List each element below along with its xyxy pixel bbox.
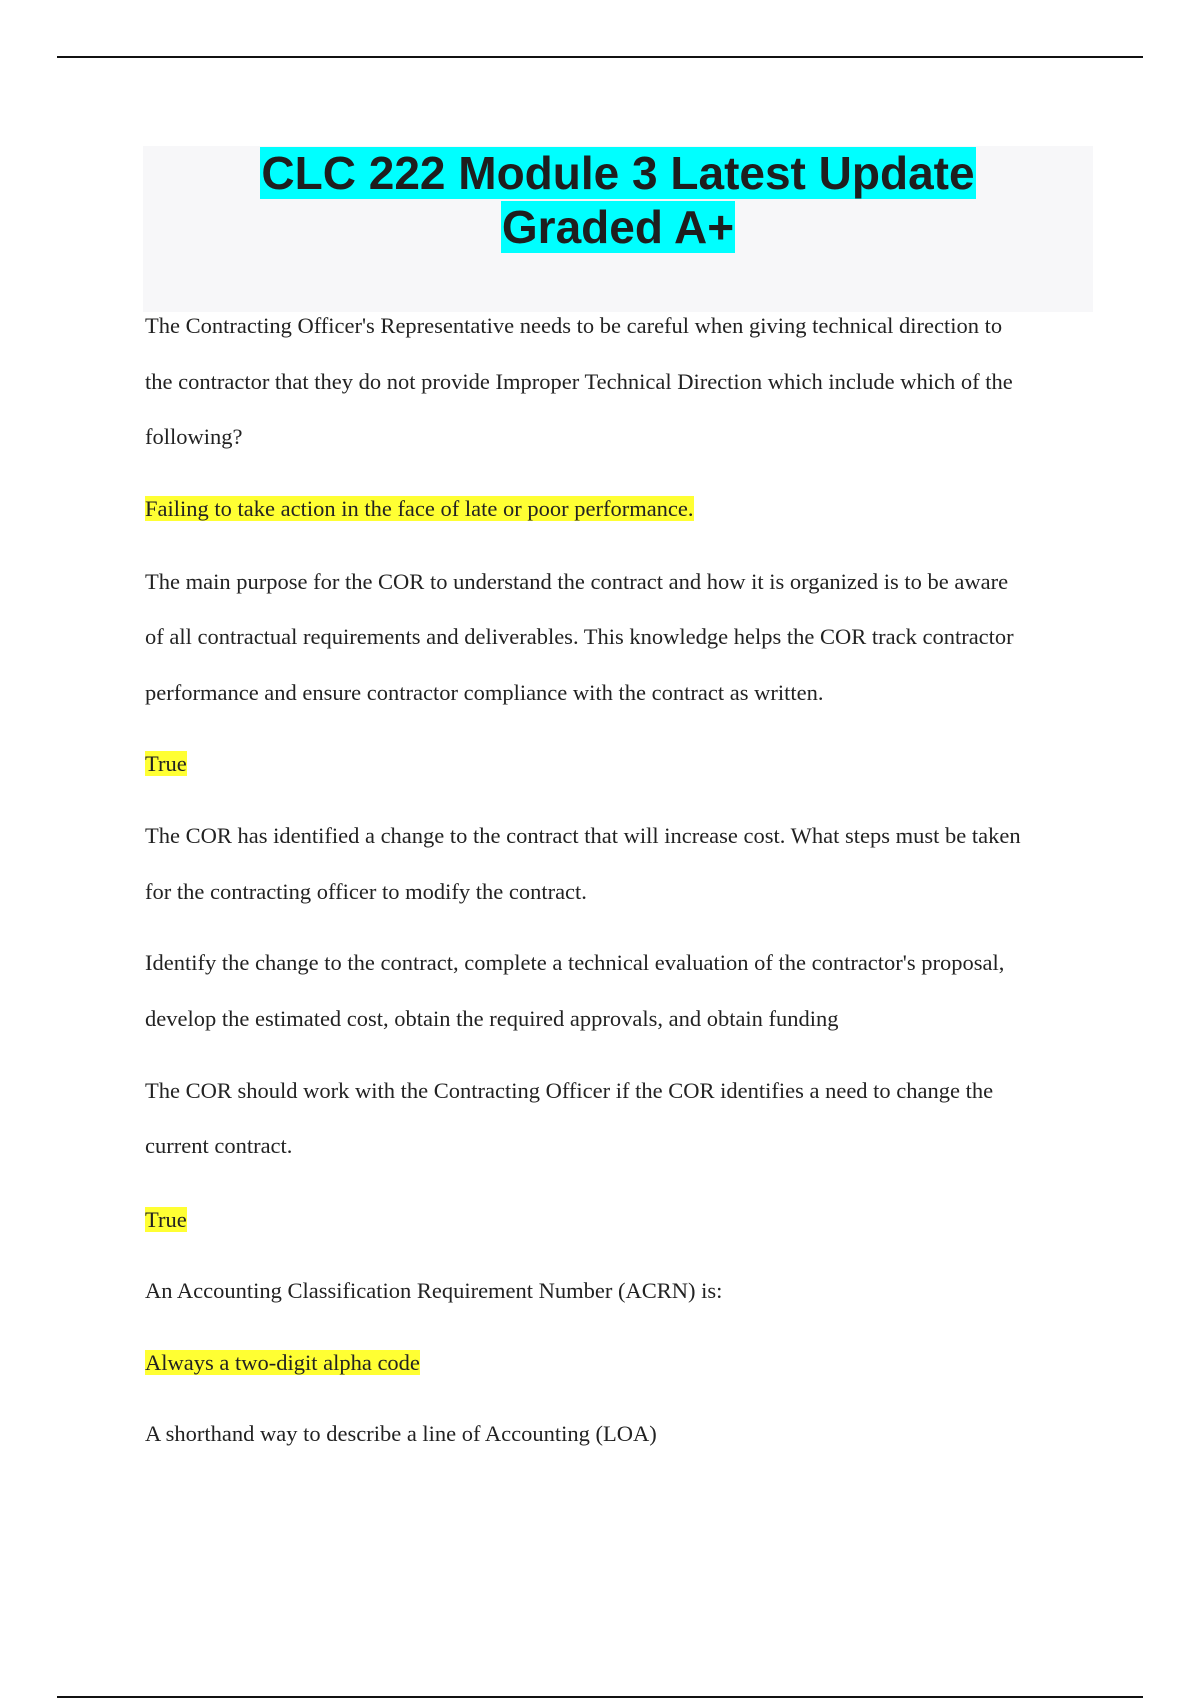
question-5: An Accounting Classification Requirement Number (ACRN) is: (145, 1278, 723, 1303)
answer-3-line-1: Identify the change to the contract, complete a technical evaluation of the contractor's proposal, (145, 950, 1005, 975)
answer-3-line-2: develop the estimated cost, obtain the required approvals, and obtain funding (145, 1006, 839, 1031)
question-2-line-2: of all contractual requirements and deliverables. This knowledge helps the COR track contractor (145, 624, 1014, 649)
answer-5 (145, 1335, 1095, 1391)
answer-5-highlight: Always a two-digit alpha code (145, 1350, 420, 1375)
answer-4 (145, 1192, 1095, 1248)
question-3-line-1: The COR has identified a change to the contract that will increase cost. What steps must be taken (145, 823, 1021, 848)
page-title-line-2: Graded A+ (501, 201, 735, 253)
question-3-line-2: for the contracting officer to modify the contract. (145, 879, 587, 904)
question-4-line-1: The COR should work with the Contracting Officer if the COR identifies a need to change the (145, 1078, 994, 1103)
question-2-line-1: The main purpose for the COR to understand the contract and how it is organized is to be aware (145, 569, 1009, 594)
question-1-line-3: following? (145, 424, 243, 449)
question-2-line-3: performance and ensure contractor compliance with the contract as written. (145, 680, 824, 705)
answer-4-highlight: True (145, 1207, 187, 1232)
answer-1 (145, 481, 1095, 537)
title-banner (143, 146, 1093, 312)
answer-2 (145, 736, 1095, 792)
page-title-line-1: CLC 222 Module 3 Latest Update (261, 147, 975, 199)
answer-1-highlight: Failing to take action in the face of late or poor performance. (145, 496, 694, 521)
answer-2-highlight: True (145, 751, 187, 776)
bottom-rule (57, 1696, 1143, 1698)
question-1-line-1: The Contracting Officer's Representative needs to be careful when giving technical direction to (145, 313, 1003, 338)
question-1-line-2: the contractor that they do not provide Improper Technical Direction which include which of the (145, 369, 1013, 394)
question-4-line-2: current contract. (145, 1133, 293, 1158)
top-rule (57, 56, 1143, 58)
option-line-6: A shorthand way to describe a line of Accounting (LOA) (145, 1421, 657, 1446)
